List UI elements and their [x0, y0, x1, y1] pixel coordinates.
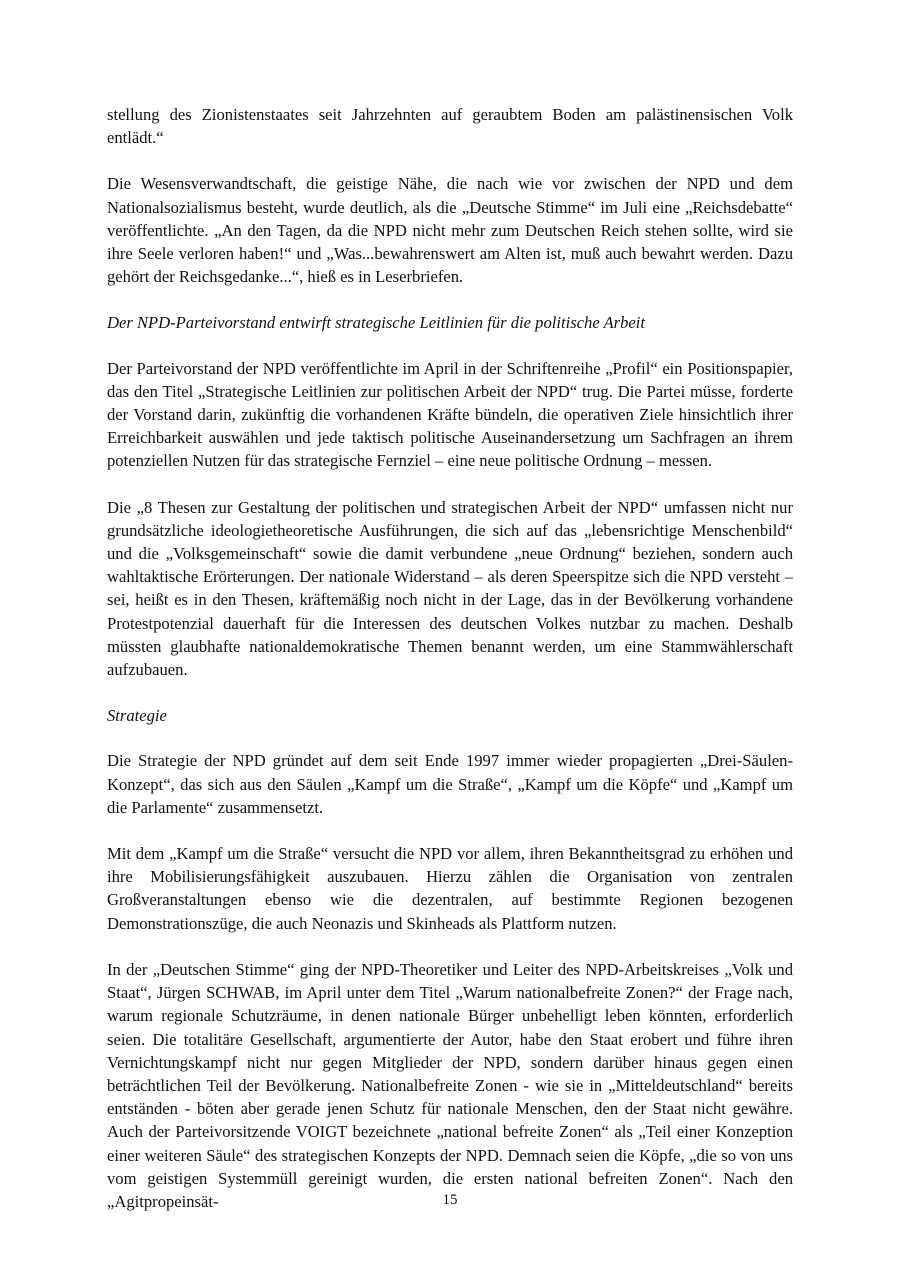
paragraph-drei-saeulen: Die Strategie der NPD gründet auf dem seit Ende 1997 immer wieder propagierten „Drei-Säulen-Konzept“, das sich aus den Säulen „Kampf um die Straße“, „Kampf um die Köpfe“ und „Kampf um die Parlamente“ zusammensetzt.: [107, 751, 793, 817]
paragraph-kampf-um-die-strasse: Mit dem „Kampf um die Straße“ versucht die NPD vor allem, ihren Bekanntheitsgrad zu erhöhen und ihre Mobilisierungsfähigkeit auszubauen. Hierzu zählen die Organisation von zentralen Großveranstaltungen ebenso wie die dezentralen, auf bestimmte Regionen bezogenen Demonstrationszüge, die auch Neonazis und Skinheads als Plattform nutzen.: [107, 844, 793, 933]
paragraph-continuation: stellung des Zionistenstaates seit Jahrzehnten auf geraubtem Boden am palästinensischen Volk entlädt.“: [107, 105, 793, 148]
paragraph-wesensverwandtschaft: Die Wesensverwandtschaft, die geistige Nähe, die nach wie vor zwischen der NPD und dem Nationalsozialismus besteht, wurde deutlich, als die „Deutsche Stimme“ im Juli eine „Reichsdebatte“ veröffentlichte. „An den Tagen, da die NPD nicht mehr zum Deutschen Reich stehen sollte, wird sie ihre Seele verloren haben!“ und „Was...bewahrenswert am Alten ist, muß auch bewahrt werden. Dazu gehört der Reichsgedanke...“, hieß es in Leserbriefen.: [107, 174, 793, 287]
paragraph-parteivorstand: Der Parteivorstand der NPD veröffentlichte im April in der Schriftenreihe „Profil“ ein Positionspapier, das den Titel „Strategische Leitlinien zur politischen Arbeit der NPD“ trug. Die Partei müsse, forderte der Vorstand darin, zukünftig die vorhandenen Kräfte bündeln, die operativen Ziele hinsichtlich ihrer Erreichbarkeit auswählen und jede taktisch politische Auseinandersetzung um Sachfragen an ihrem potenziellen Nutzen für das strategische Fernziel – eine neue politische Ordnung – messen.: [107, 358, 793, 471]
page-body: [107, 103, 793, 1213]
section-heading-strategie: Strategie: [107, 706, 167, 726]
page-number: 15: [442, 1192, 458, 1208]
paragraph-befreite-zonen: In der „Deutschen Stimme“ ging der NPD-Theoretiker und Leiter des NPD-Arbeitskreises „Volk und Staat“, Jürgen SCHWAB, im April unter dem Titel „Warum nationalbefreite Zonen?“ der Frage nach, warum regionale Schutzräume, in denen nationale Bürger unbehelligt leben könnten, erforderlich seien. Die totalitäre Gesellschaft, argumentierte der Autor, habe den Staat erobert und führe ihren Vernichtungskampf nicht nur gegen Mitglieder der NPD, sondern darüber hinaus gegen einen beträchtlichen Teil der Bevölkerung. Nationalbefreite Zonen - wie sie in „Mitteldeutschland“ bereits entständen - böten aber gerade jenen Schutz für nationale Menschen, den der Staat nicht gewähre. Auch der Parteivorsitzende VOIGT bezeichnete „national befreite Zonen“ als „Teil einer Konzeption einer weiteren Säule“ des strategischen Konzepts der NPD. Demnach seien die Köpfe, „die so von uns vom geistigen Systemmüll gereinigt wurden, die ersten national befreiten Zonen“. Nach den „Agitpropeinsät-: [107, 959, 793, 1211]
paragraph-thesen: Die „8 Thesen zur Gestaltung der politischen und strategischen Arbeit der NPD“ umfassen nicht nur grundsätzliche ideologietheoretische Ausführungen, die sich auf das „lebensrichtige Menschenbild“ und die „Volksgemeinschaft“ sowie die damit verbundene „neue Ordnung“ beziehen, sondern auch wahltaktische Erörterungen. Der nationale Widerstand – als deren Speerspitze sich die NPD versteht – sei, heißt es in den Thesen, kräftemäßig noch nicht in der Lage, das in der Bevölkerung vorhandene Protestpotenzial dauerhaft für die Interessen des deutschen Volkes nutzbar zu machen. Deshalb müssten glaubhafte nationaldemokratische Themen benannt werden, um eine Stammwählerschaft aufzubauen.: [107, 497, 793, 680]
section-heading-leitlinien: Der NPD-Parteivorstand entwirft strategische Leitlinien für die politische Arbeit: [107, 313, 646, 333]
